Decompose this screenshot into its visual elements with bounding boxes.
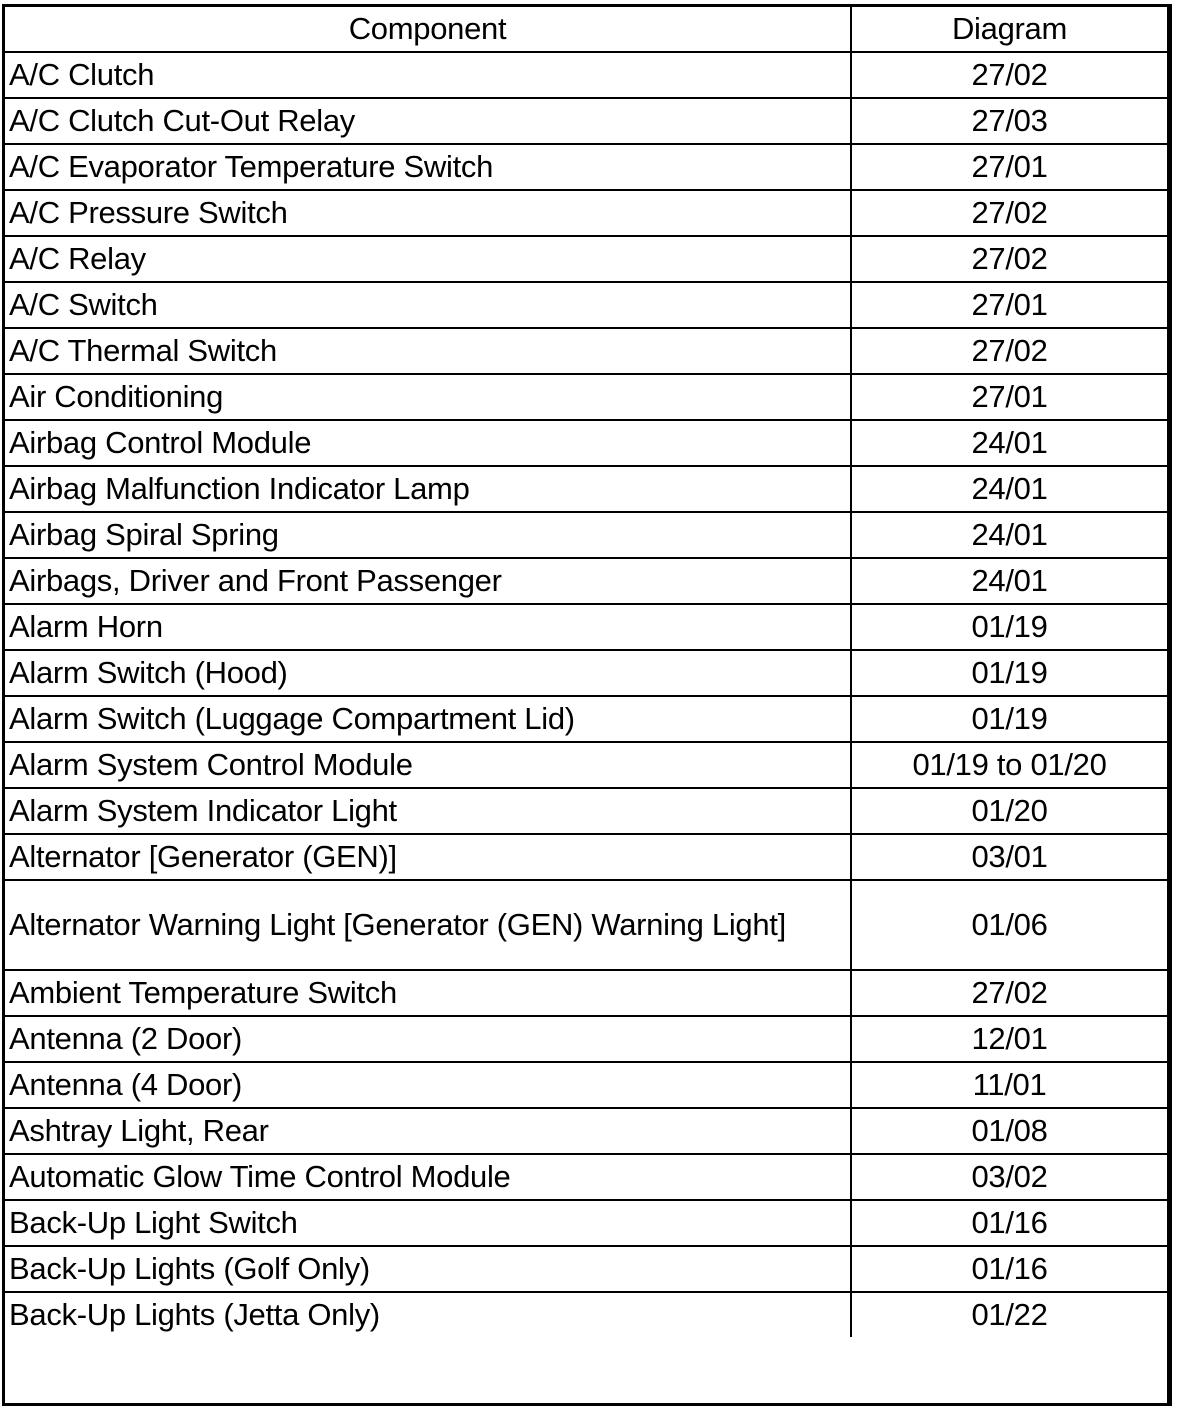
diagram-cell: 01/08 [851,1108,1167,1154]
header-row [5,7,1167,52]
table-row [5,236,1167,282]
table-row [5,604,1167,650]
component-cell: Alarm System Control Module [5,742,851,788]
table-row [5,880,1167,970]
diagram-cell: 12/01 [851,1016,1167,1062]
diagram-cell: 01/19 [851,696,1167,742]
component-cell: A/C Clutch [5,52,851,98]
component-cell: Alarm Horn [5,604,851,650]
component-diagram-table-frame [2,4,1172,1406]
table-row [5,1200,1167,1246]
table-row [5,742,1167,788]
table-row [5,328,1167,374]
table-row [5,420,1167,466]
diagram-cell: 01/16 [851,1246,1167,1292]
diagram-cell: 27/02 [851,970,1167,1016]
component-cell: Antenna (2 Door) [5,1016,851,1062]
component-cell: A/C Clutch Cut-Out Relay [5,98,851,144]
component-cell: Alternator Warning Light [Generator (GEN) Warning Light] [5,880,851,970]
component-cell: Ashtray Light, Rear [5,1108,851,1154]
component-cell: A/C Evaporator Temperature Switch [5,144,851,190]
component-cell: A/C Pressure Switch [5,190,851,236]
diagram-cell: 01/20 [851,788,1167,834]
table-row [5,970,1167,1016]
table-row [5,1108,1167,1154]
table-row [5,1246,1167,1292]
table-row [5,144,1167,190]
table-row [5,1062,1167,1108]
diagram-cell: 01/16 [851,1200,1167,1246]
component-cell: A/C Relay [5,236,851,282]
diagram-cell: 27/03 [851,98,1167,144]
component-cell: Alarm Switch (Hood) [5,650,851,696]
component-cell: Alarm Switch (Luggage Compartment Lid) [5,696,851,742]
table-row [5,558,1167,604]
component-diagram-table [5,7,1167,1337]
table-row [5,52,1167,98]
diagram-cell: 24/01 [851,420,1167,466]
header-component: Component [5,7,851,52]
table-row [5,696,1167,742]
table-row [5,98,1167,144]
component-cell: Back-Up Lights (Jetta Only) [5,1292,851,1337]
component-cell: Ambient Temperature Switch [5,970,851,1016]
component-cell: Antenna (4 Door) [5,1062,851,1108]
component-cell: A/C Thermal Switch [5,328,851,374]
diagram-cell: 01/22 [851,1292,1167,1337]
component-cell: Back-Up Light Switch [5,1200,851,1246]
table-row [5,190,1167,236]
table-row [5,1016,1167,1062]
diagram-cell: 27/02 [851,52,1167,98]
diagram-cell: 27/01 [851,374,1167,420]
component-cell: Airbag Spiral Spring [5,512,851,558]
table-row [5,282,1167,328]
diagram-cell: 27/02 [851,328,1167,374]
diagram-cell: 24/01 [851,466,1167,512]
diagram-cell: 03/02 [851,1154,1167,1200]
diagram-cell: 01/19 to 01/20 [851,742,1167,788]
component-cell: Alternator [Generator (GEN)] [5,834,851,880]
header-diagram: Diagram [851,7,1167,52]
table-row [5,1292,1167,1337]
component-cell: A/C Switch [5,282,851,328]
diagram-cell: 11/01 [851,1062,1167,1108]
component-cell: Alarm System Indicator Light [5,788,851,834]
diagram-cell: 01/19 [851,650,1167,696]
table-row [5,788,1167,834]
table-row [5,650,1167,696]
table-row [5,834,1167,880]
component-cell: Air Conditioning [5,374,851,420]
diagram-cell: 01/19 [851,604,1167,650]
diagram-cell: 24/01 [851,512,1167,558]
diagram-cell: 24/01 [851,558,1167,604]
component-cell: Airbags, Driver and Front Passenger [5,558,851,604]
table-header [5,7,1167,52]
diagram-cell: 27/01 [851,282,1167,328]
component-cell: Airbag Malfunction Indicator Lamp [5,466,851,512]
table-row [5,1154,1167,1200]
diagram-cell: 27/02 [851,190,1167,236]
diagram-cell: 01/06 [851,880,1167,970]
diagram-cell: 27/01 [851,144,1167,190]
diagram-cell: 27/02 [851,236,1167,282]
table-row [5,466,1167,512]
component-cell: Automatic Glow Time Control Module [5,1154,851,1200]
table-row [5,512,1167,558]
component-cell: Back-Up Lights (Golf Only) [5,1246,851,1292]
diagram-cell: 03/01 [851,834,1167,880]
component-cell: Airbag Control Module [5,420,851,466]
table-row [5,374,1167,420]
table-body [5,52,1167,1337]
